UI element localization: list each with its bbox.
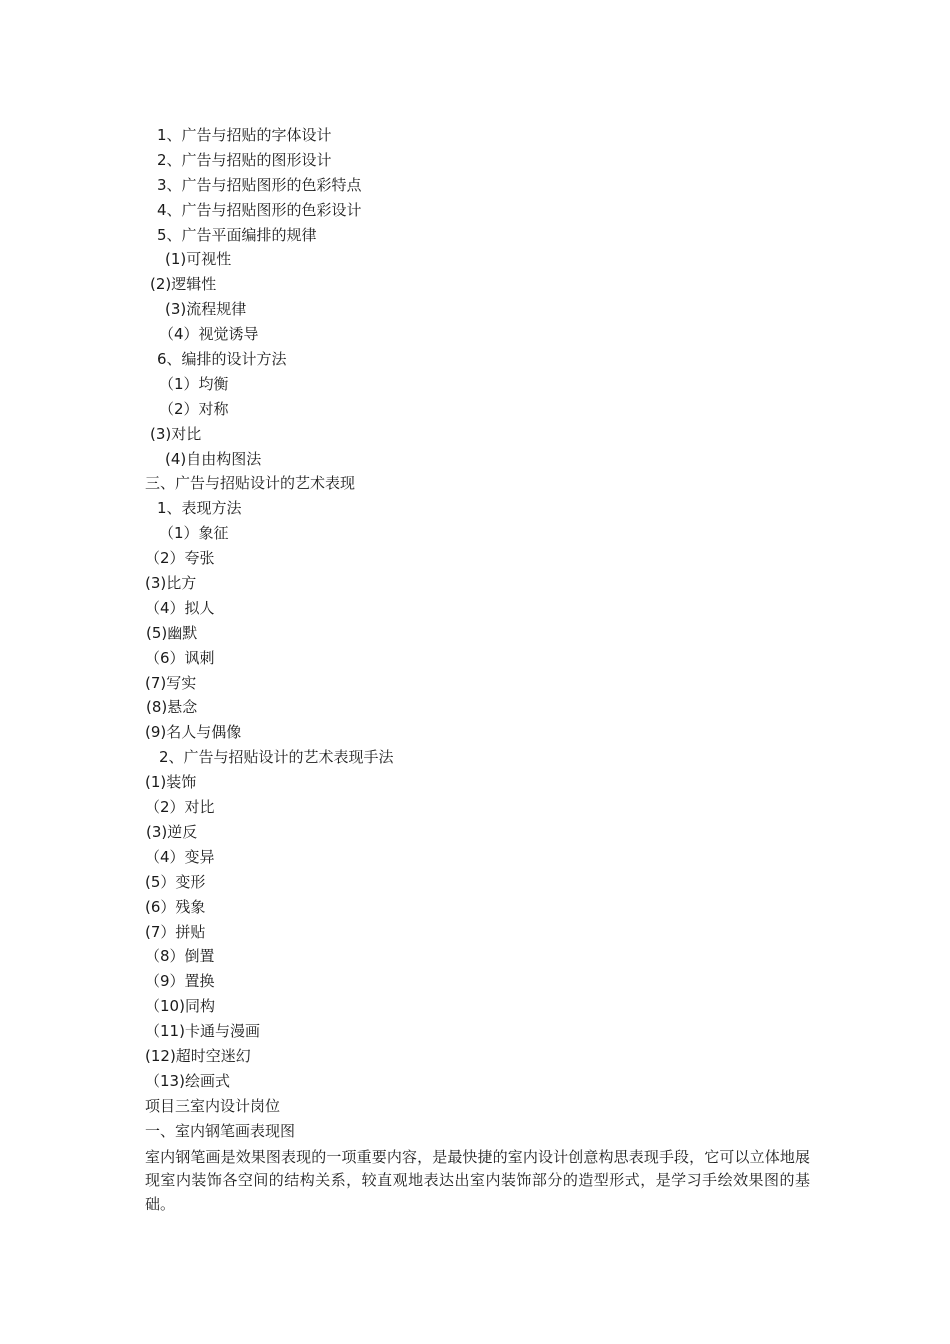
outline-line: (1)装饰 [145,773,197,792]
outline-line: 3、广告与招贴图形的色彩特点 [157,175,362,194]
outline-line: (3)逆反 [146,822,198,841]
outline-line: 三、广告与招贴设计的艺术表现 [145,474,356,493]
outline-line: 2、广告与招贴的图形设计 [157,150,332,169]
body-paragraph: 室内钢笔画是效果图表现的一项重要内容，是最快捷的室内设计创意构思表现手段，它可以立体地展现室内装饰各空间的结构关系，较直观地表达出室内装饰部分的造型形式，是学习手绘效果图的基础。 [145,1147,810,1213]
outline-line: (4)自由构图法 [165,449,262,468]
outline-line: （4）变异 [145,847,215,866]
outline-line: （1）均衡 [159,374,229,393]
outline-line: （1）象征 [159,524,229,543]
outline-line: (8)悬念 [146,698,198,717]
outline-line: 项目三室内设计岗位 [145,1096,281,1115]
outline-line: (3)流程规律 [165,300,247,319]
outline-line: 一、室内钢笔画表现图 [145,1121,296,1140]
outline-line: （2）对称 [159,399,229,418]
outline-line: （2）夸张 [145,549,215,568]
outline-line: （13)绘画式 [145,1071,230,1090]
outline-line: (5）变形 [145,872,206,891]
outline-line: 1、广告与招贴的字体设计 [157,126,332,144]
outline-line: 5、广告平面编排的规律 [157,225,317,244]
outline-line: (1)可视性 [165,250,232,269]
outline-line: （10)同构 [145,997,215,1016]
outline-line: （2）对比 [145,798,215,817]
document-body [145,123,810,1216]
outline-line: (5)幽默 [146,623,198,642]
outline-line: (2)逻辑性 [150,275,217,294]
outline-line: 1、表现方法 [157,499,242,518]
outline-line: (7)写实 [145,673,197,692]
outline-line: (12)超时空迷幻 [145,1046,251,1065]
outline-line: (3)比方 [145,574,197,593]
outline-line: (6）残象 [145,897,206,916]
outline-line: （9）置换 [145,972,215,991]
outline-line: 6、编排的设计方法 [157,350,287,369]
outline-line: (3)对比 [150,424,202,443]
outline-line: （4）拟人 [145,598,215,617]
outline-line: （4）视觉诱导 [159,325,259,344]
outline-line: （11)卡通与漫画 [145,1022,260,1041]
outline-line: （8）倒置 [145,947,215,966]
outline-line: （6）讽刺 [145,648,215,667]
outline-list [145,123,810,1144]
outline-line: (7）拼贴 [145,922,206,941]
outline-line: (9)名人与偶像 [145,723,242,742]
outline-line: 2、广告与招贴设计的艺术表现手法 [159,748,394,767]
outline-line: 4、广告与招贴图形的色彩设计 [157,200,362,219]
